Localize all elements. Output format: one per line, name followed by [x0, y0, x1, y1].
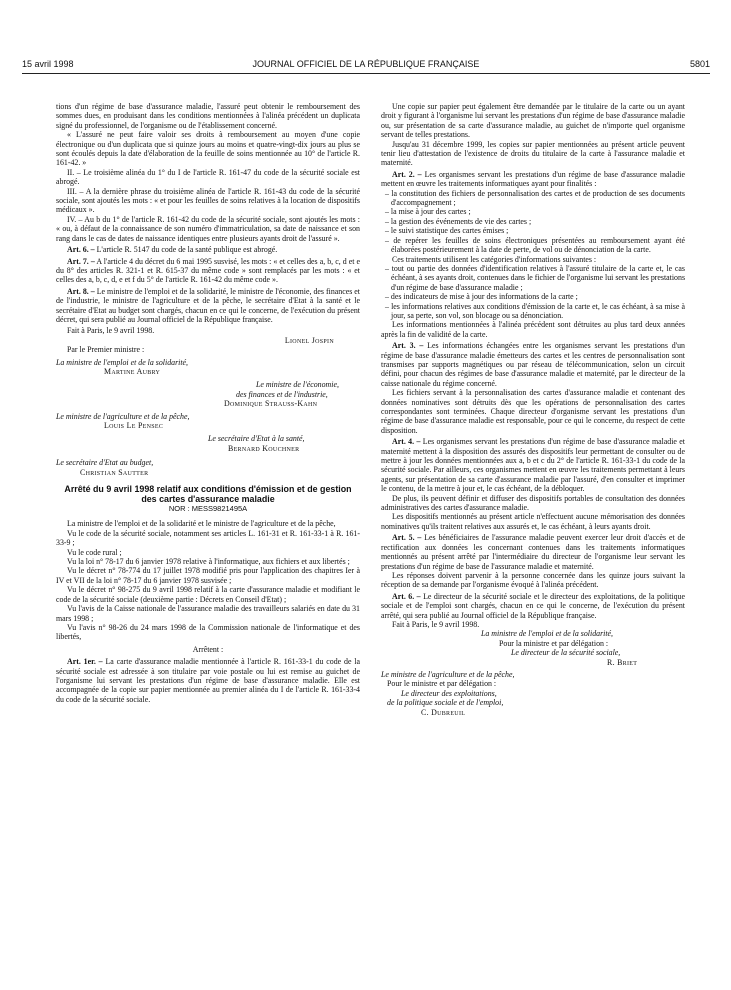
article-6: [381, 592, 685, 620]
signatory-name: C. Dubreuil: [421, 707, 466, 717]
list-item: – des indicateurs de mise à jour des informations de la carte ;: [385, 292, 578, 302]
article-label: Art. 4. –: [392, 437, 421, 447]
article-label: Art. 1er. –: [67, 657, 103, 667]
article-label: Art. 6. –: [392, 591, 421, 601]
visa: Vu le code de la sécurité sociale, notamment ses articles L. 161-31 et R. 161-33-1 à R. 161-33-9 ;: [56, 528, 360, 548]
paragraph: Les informations mentionnées à l'alinéa précédent sont détruites au plus tard deux années après la fin de validité de la carte.: [381, 320, 685, 339]
signatory-name: Dominique Strauss-Kahn: [224, 399, 318, 409]
list-item: – les informations relatives aux conditions d'émission de la carte et, le cas échéant, à sa mise à jour, sa perte, son vol, son blocage ou sa dénonciation.: [385, 301, 685, 320]
signatory-role: La ministre de l'emploi et de la solidarité,: [481, 629, 614, 639]
paragraph: tions d'un régime de base d'assurance maladie, l'assuré peut obtenir le remboursement des sommes dues, en produisant dans les conditions mentionnées à l'alinéa précédent un duplicata signé du professionnel, de l'organisme ou de l'établissement concerné.: [56, 102, 360, 130]
visa: Vu la loi n° 78-17 du 6 janvier 1978 relative à l'informatique, aux fichiers et aux libertés ;: [67, 557, 350, 567]
paragraph: III. – A la dernière phrase du troisième alinéa de l'article R. 161-43 du code de la sécurité sociale, sont ajoutés les mots : « et pour les feuilles de soins relatives à la location de dispositifs médicaux ».: [56, 186, 360, 215]
list-item: – la gestion des événements de vie des cartes ;: [385, 216, 532, 226]
article-1: [56, 657, 360, 704]
nor-reference: NOR : MESS9821495A: [168, 504, 248, 514]
informations-list: [381, 264, 685, 320]
list-item: – de repérer les feuilles de soins électroniques présentées au remboursement ayant été élaborées postérieurement à la date de perte, de vol ou de dénonciation de la carte.: [385, 235, 685, 255]
signatory-name: Lionel Jospin: [284, 335, 334, 345]
signatory-role: Le directeur des exploitations,: [401, 688, 497, 698]
article-text: Les organismes servant les prestations d'un régime de base d'assurance maladie et maternité mettent à la disposition des assurés des dispositifs leur permettant de consulter ou de mettre à jour les données mentionnées aux a, b et c du 2° de l'article R. 161-33-1 du code de la sécurité sociale. Par ailleurs, ces organismes mettent en œuvre les traitements permettant à leurs agents, sur présentation de sa carte d'assurance maladie par l'assuré, d'en consulter et imprimer le contenu, de la mettre à jour et, le cas échéant, de la débloquer.: [381, 437, 685, 494]
list-item: – le suivi statistique des cartes émises ;: [385, 226, 509, 236]
signatory-role: Le ministre de l'agriculture et de la pêche,: [381, 669, 515, 679]
article-label: Art. 8. –: [67, 286, 95, 296]
visa: Vu le décret n° 78-774 du 17 juillet 1978 modifié pris pour l'application des chapitres Ier à IV et VII de la loi n° 78-17 du 6 janvier 1978 susvisée ;: [56, 566, 360, 585]
article-text: Les organismes servant les prestations d'un régime de base d'assurance maladie mettent en œuvre les traitements informatiques ayant pour finalités :: [381, 169, 685, 189]
list-item: – la mise à jour des cartes ;: [385, 207, 471, 217]
article-label: Art. 3. –: [392, 341, 424, 351]
right-column: [381, 102, 685, 717]
article-label: Art. 5. –: [392, 533, 422, 543]
signatory-name: Bernard Kouchner: [228, 443, 300, 453]
signatory-name: Martine Aubry: [104, 366, 161, 376]
fait-a-paris: Fait à Paris, le 9 avril 1998.: [67, 326, 155, 336]
list-item: – tout ou partie des données d'identification relatives à l'assuré titulaire de la carte et, le cas échéant, à ses ayants droit, contenues dans le fichier de l'organisme lui servant les prestations d'un régime de base d'assurance maladie ;: [385, 263, 686, 292]
article-label: Art. 7. –: [67, 256, 95, 266]
article-4: [381, 437, 685, 493]
page-header: [22, 59, 710, 73]
visa: Vu le code rural ;: [67, 547, 122, 557]
left-column: [56, 102, 360, 704]
signatory-name: R. Briet: [607, 657, 638, 667]
article-5: [381, 533, 685, 571]
article-8: [56, 287, 360, 325]
signatory-role: Le ministre de l'économie,: [256, 380, 339, 390]
paragraph: II. – Le troisième alinéa du 1° du I de l'article R. 161-47 du code de la sécurité sociale est abrogé.: [56, 167, 360, 187]
header-page-number: 5801: [689, 59, 710, 69]
signature-intro: Par le Premier ministre :: [67, 345, 145, 355]
article-text: Le ministre de l'emploi et de la solidarité, le ministre de l'économie, des finances et de l'industrie, le ministre de l'agriculture et de la pêche, le secrétaire d'Etat à la santé et le secrétaire d'Etat au budget sont chargés, chacun en ce qui le concerne, de l'exécution du présent décret, qui sera publié au Journal officiel de la République française.: [56, 286, 360, 324]
article-6: [56, 245, 360, 254]
article-text: Le directeur de la sécurité sociale et le directeur des exploitations, de la politique sociale et de l'emploi sont chargés, chacun en ce qui le concerne, de l'exécution du présent arrêté, qui sera publié au Journal officiel de la République française.: [381, 591, 685, 620]
paragraph: Les dispositifs mentionnés au présent article n'effectuent aucune mémorisation des données nominatives qu'ils traitent relatives aux assurés et, le cas échéant, à leurs ayants droit.: [381, 512, 685, 531]
signature-delegation: Pour le ministre et par délégation :: [387, 679, 497, 689]
signatory-name: Louis Le Pensec: [104, 421, 164, 430]
article-text: A l'article 4 du décret du 6 mai 1995 susvisé, les mots : « et celles des a, b, c, d et e du 8° des articles R. 321-1 et R. 615-37 du même code » sont remplacés par les mots : « et celles des a, b, c, d, e et f du 5° de l'article R. 161-42 du même code ».: [56, 256, 360, 285]
paragraph: Une copie sur papier peut également être demandée par le titulaire de la carte ou un ayant droit y figurant à l'organisme lui servant les prestations d'un régime de base d'assurance maladie ou, sur présentation de sa carte d'assurance maladie, au guichet de n'importe quel organisme servant de telles prestations.: [381, 102, 685, 140]
signatory-role: La ministre de l'emploi et de la solidarité,: [56, 357, 189, 367]
visa: Vu l'avis n° 98-26 du 24 mars 1998 de la Commission nationale de l'informatique et des libertés,: [56, 622, 360, 642]
article-label: Art. 6. –: [67, 245, 95, 255]
arretent: Arrêtent :: [192, 644, 224, 654]
article-7: [56, 257, 360, 285]
signatory-role: Le secrétaire d'Etat au budget,: [56, 458, 154, 468]
list-item: – la constitution des fichiers de personnalisation des cartes et de production de ses documents d'accompagnement ;: [385, 188, 685, 208]
visa: Vu l'avis de la Caisse nationale de l'assurance maladie des travailleurs salariés en date du 31 mars 1998 ;: [56, 604, 360, 623]
signatory-role: Le secrétaire d'Etat à la santé,: [208, 434, 305, 444]
article-text: La carte d'assurance maladie mentionnée à l'article R. 161-33-1 du code de la sécurité sociale est adressée à son titulaire par voie postale ou lui est remise au guichet de l'organisme lui servant les prestations d'un régime de base d'assurance maladie. Elle est accompagnée de la copie sur papier mentionnée au premier alinéa du I de l'article R. 161-33-4 du code de la sécurité sociale.: [56, 657, 360, 704]
header-date: 15 avril 1998: [22, 59, 74, 69]
header-journal-title: JOURNAL OFFICIEL DE LA RÉPUBLIQUE FRANÇAISE: [252, 59, 480, 69]
signature-delegation: Pour la ministre et par délégation :: [499, 638, 609, 648]
paragraph: IV. – Au b du 1° de l'article R. 161-42 du code de la sécurité sociale, sont ajoutés les mots : « ou, à défaut de la connaissance de son numéro d'immatriculation, sa date de naissance et son rang dans le cas de dates de naissance identiques entre plusieurs ayants droit de l'assuré ».: [56, 214, 360, 243]
article-text: Les informations échangées entre les organismes servant les prestations d'un régime de base d'assurance maladie émetteurs des cartes et les centres de personnalisation sont transmises par supports magnétiques ou par réseau de télécommunication, selon un circuit défini, pour chacun des régimes de base d'assurance maladie et maternité, par le directeur de la caisse nationale du régime concerné.: [381, 341, 685, 388]
article-label: Art. 2. –: [392, 169, 422, 179]
signatory-role: Le ministre de l'agriculture et de la pêche,: [56, 411, 190, 421]
fait-a-paris: Fait à Paris, le 9 avril 1998.: [392, 619, 480, 629]
paragraph: La ministre de l'emploi et de la solidarité et le ministre de l'agriculture et de la pêche,: [67, 519, 336, 529]
article-2: [381, 170, 685, 189]
paragraph: Jusqu'au 31 décembre 1999, les copies sur papier mentionnées au présent article peuvent tenir lieu d'attestation de l'existence de droits du titulaire de la carte à l'assurance maladie et maternité.: [381, 139, 685, 168]
article-text: L'article R. 5147 du code de la santé publique est abrogé.: [94, 245, 278, 255]
signatory-role: des finances et de l'industrie,: [236, 389, 328, 399]
arrete-title: Arrêté du 9 avril 1998 relatif aux conditions d'émission et de gestion des cartes d'assurance maladie: [64, 484, 352, 505]
paragraph: De plus, ils peuvent définir et diffuser des dispositifs portables de consultation des données administratives des cartes d'assurance maladie.: [381, 493, 685, 513]
article-3: [381, 341, 685, 388]
paragraph: « L'assuré ne peut faire valoir ses droits à remboursement au moyen d'une copie électronique ou d'un duplicata que si quinze jours au moins et quatre-vingt-dix jours au plus se sont écoulés depuis la date d'élaboration de la feuille de soins mentionnée au 10° de l'article R. 161-42. »: [56, 130, 360, 168]
header-rule: [22, 73, 710, 74]
visa: Vu le décret n° 98-275 du 9 avril 1998 relatif à la carte d'assurance maladie et modifiant le code de la sécurité sociale (deuxième partie : Décrets en Conseil d'Etat) ;: [56, 585, 360, 604]
finalites-list: [381, 189, 685, 255]
signatory-role: Le directeur de la sécurité sociale,: [511, 648, 621, 658]
article-text: Les bénéficiaires de l'assurance maladie peuvent exercer leur droit d'accès et de rectification aux données les concernant contenues dans les traitements informatiques mentionnés au présent arrêté par l'intermédiaire du directeur de l'organisme leur servant les prestations d'un régime de base de l'assurance maladie et maternité.: [381, 533, 685, 571]
paragraph: Les fichiers servant à la personnalisation des cartes d'assurance maladie et contenant des données nominatives sont détruits dès que les opérations de personnalisation des cartes correspondantes sont terminées. Chaque directeur d'organisme servant les prestations d'un régime de base d'assurance maladie est responsable, pour ce qui le concerne, du respect de cette disposition.: [381, 388, 685, 435]
signatory-role: de la politique sociale et de l'emploi,: [387, 698, 504, 708]
paragraph: Ces traitements utilisent les catégories d'informations suivantes :: [392, 254, 597, 264]
signatory-name: Christian Sautter: [80, 467, 149, 477]
paragraph: Les réponses doivent parvenir à la personne concernée dans les quinze jours suivant la réception de sa demande par l'organisme évoqué à l'alinéa précédent.: [381, 570, 685, 590]
